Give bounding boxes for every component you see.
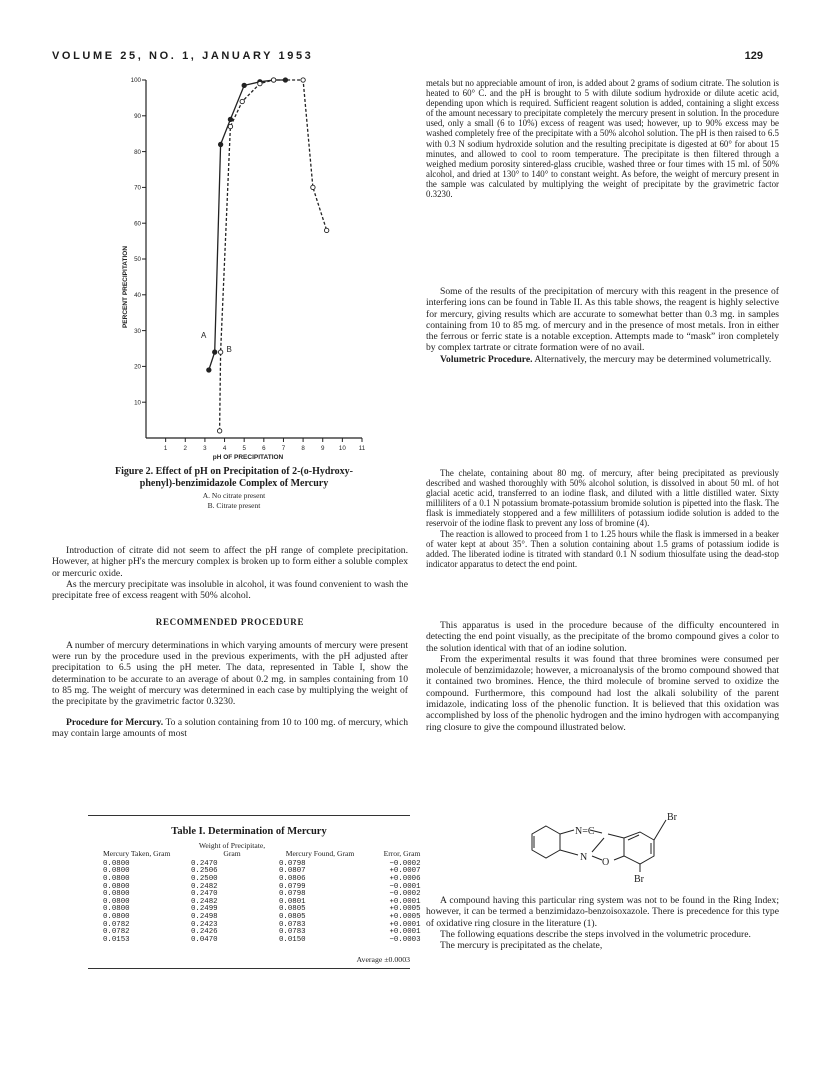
x-tick-label: 5 [242,445,246,452]
table-cell: 0.0800 [103,905,130,914]
table-cell: 0.0800 [103,890,130,899]
paragraph: The reaction is allowed to proceed from 1 to 1.25 hours while the flask is immersed in a beaker of water kept at about 35°. Then a solution containing about 1.5 grams of potassium iodide is added. The liberated iodine is titrated with standard 0.1 N sodium thiosulfate using the dead-stop indicator apparatus to detect the end point. [426,528,779,569]
column-header: Error, Gram [383,849,421,859]
paragraph: The chelate, containing about 80 mg. of mercury, after being precipitated as previously described and washed thoroughly with 50% alcohol solution, is dissolved in about 50 ml. of hot glacial acetic acid, transferred to an iodine flask, and diluted with a little distilled water. Sixty milliliters of a 0.1 N potassium bromate-potassium bromide solution is pipetted into the flask. The flask is immediately stoppered and a few milliliters of potassium iodide solution is added to the reservoir of the iodine flask to prevent any loss of bromine (4). [426,468,779,529]
data-point-b [228,124,232,128]
paragraph: Some of the results of the precipitation of mercury with this reagent in the presence of interfering ions can be found in Table II. As this table shows, the reagent is highly selective for mercury, giving results which are accurate to somewhat better than 0.3 mg. in samples containing from 10 to 85 mg. of mercury and in the presence of most metals. Iron in either the ferrous or ferric state is a notable exception. Attempts made to “mask” iron completely by complex tartrate or citrate formation were of no avail. [426,286,779,354]
table-cell: 0.2482 [191,882,218,891]
table-cell: 0.0800 [103,875,130,883]
table-cell: −0.0003 [389,935,421,944]
paragraph-text: To a solution containing from 10 to 100 mg. of mercury, which may contain large amounts of most [52,716,408,739]
data-point-b [217,429,221,433]
data-point-b [301,78,305,82]
right-column-block-2 [426,286,779,365]
section-heading: RECOMMENDED PROCEDURE [155,617,305,628]
table-cell: 0.2470 [191,859,218,868]
table-cell: 0.0801 [279,897,306,906]
x-axis-label: pH OF PRECIPITATION [212,454,284,461]
y-tick-label: 70 [134,184,141,192]
paragraph [52,717,408,740]
data-point-a [213,350,217,354]
table-cell: +0.0006 [389,875,421,883]
structure-label-n: N [580,852,588,863]
data-point-a [207,368,211,372]
data-point-b [240,99,244,103]
table-body [103,861,443,945]
table-cell: 0.2423 [191,920,218,929]
table-cell: 0.0799 [279,882,306,891]
data-point-b [258,81,262,85]
x-tick-label: 8 [301,445,305,452]
right-column-block-3 [426,468,779,569]
table-cell: 0.2470 [191,890,218,899]
table-average: Average ±0.0003 [356,955,410,964]
paragraph: From the experimental results it was found that three bromines were consumed per molecule of benzimidazole; however, a microanalysis of the bromo compound showed that it contained two bromines. Hence, the third molecule of bromine served to oxidize the compound. Furthermore, this compound had lost the alkali solubility of the parent imidazole, indicating loss of the phenolic function. It is believed that this oxidation was accomplished by loss of the phenolic hydrogen and the imino hydrogen with accompanying ring closure to give the compound illustrated below. [426,653,779,733]
figure-2-chart [108,72,378,464]
table-cell: 0.0806 [279,875,306,883]
x-tick-label: 2 [183,445,187,452]
paragraph: A compound having this particular ring system was not to be found in the Ring Index; however, it can be termed a benzimidazo-benzoisoxazole. There is precedence for this type of oxidative ring closure in the literature (1). [426,895,779,929]
structure-label-o: O [602,857,610,868]
y-axis-label: PERCENT PRECIPITATION [122,245,129,329]
right-column-block-4 [426,620,779,733]
table-cell: 0.2500 [191,875,218,883]
x-tick-label: 4 [222,445,227,452]
table-cell: 0.0798 [279,890,306,899]
legend-entry-a: A. No citrate present [202,491,266,500]
data-point-b [218,350,222,354]
figure-caption-line2: phenyl)-benzimidazole Complex of Mercury [139,477,329,489]
x-tick-label: 7 [281,445,286,452]
table-cell: 0.2498 [191,912,218,921]
table-cell: 0.0805 [279,905,306,914]
left-column [52,545,408,739]
y-tick-label: 10 [134,399,141,407]
running-head: VOLUME 25, NO. 1, JANUARY 1953 [52,50,314,62]
y-tick-label: 30 [134,327,141,335]
table-1 [103,842,443,944]
series-annotation: B [226,345,232,355]
table-cell: 0.0782 [103,928,130,937]
y-tick-label: 60 [134,220,141,228]
series-line-b [220,80,327,431]
paragraph: As the mercury precipitate was insoluble in alcohol, it was found convenient to wash the precipitate free of excess reagent with 50% alcohol. [52,578,408,602]
structure-label-n-eq-c: N=C [575,826,595,837]
run-in-heading: Volumetric Procedure. [440,353,533,365]
data-point-a [242,83,246,87]
paragraph: Introduction of citrate did not seem to affect the pH range of complete precipitation. However, at higher pH's the mercury complex is broken up to form either a soluble complex or mercuric oxide. [52,545,408,579]
figure-caption-line1: Figure 2. Effect of pH on Precipitation of 2-(o-Hydroxy- [114,466,354,477]
table-cell: 0.0805 [279,912,306,921]
y-tick-label: 90 [134,113,141,120]
table-cell: −0.0002 [389,859,421,868]
table-cell: 0.0783 [279,920,306,929]
data-point-a [228,117,232,121]
paragraph: metals but no appreciable amount of iron, is added about 2 grams of sodium citrate. The solution is heated to 60° C. and the pH is brought to 5 with dilute sodium hydroxide or dilute acetic acid, depending upon which is required. Sufficient reagent solution is added, containing a slight excess of the amount necessary to precipitate completely the mercury present in solution. In the procedure used, only a small (6 to 10%) excess of reagent was used; however, up to 90% excess may be washed completely free of the precipitate with a 50% alcohol solution. The pH is then raised to 6.5 with 0.3 N sodium hydroxide solution and the resulting precipitate is digested at 60° for about 15 minutes, and allowed to cool to room temperature. The precipitate is then filtered through a weighed medium porosity sintered-glass crucible, washed three or four times with 15 ml. of 50% alcohol, and dried at 130° to 140° to constant weight. As before, the weight of mercury present in the sample was calculated by multiplying the weight of precipitate by the gravimetric factor 0.3230. [426,78,779,200]
figure-caption [52,466,416,489]
run-in-heading: Procedure for Mercury. [66,716,164,728]
structure-label-br-top: Br [667,812,677,823]
table-cell: 0.2499 [191,905,218,914]
data-point-b [271,78,275,82]
column-header: Mercury Taken, Gram [103,849,171,859]
table-cell: +0.0005 [389,912,421,921]
table-cell: 0.0150 [279,935,306,944]
table-cell: +0.0005 [389,905,421,914]
paragraph-text: Alternatively, the mercury may be determined volumetrically. [532,353,772,365]
series-line-a [209,80,286,370]
column-header: Weight of Precipitate, Gram [198,841,266,859]
table-cell: 0.0798 [279,859,306,868]
table-top-rule [88,815,410,816]
structure-label-br-bottom: Br [634,874,644,885]
paragraph: This apparatus is used in the procedure because of the difficulty encountered in detecting the end point visually, as the precipitate of the bromo compound gives a color to the solution identical with that of an iodine solution. [426,620,779,654]
x-tick-label: 11 [358,445,366,452]
table-cell: 0.0800 [103,897,130,906]
table-cell: 0.0800 [103,912,130,921]
data-point-a [218,142,222,146]
x-tick-label: 3 [203,445,207,452]
table-cell: +0.0001 [389,920,421,929]
table-cell: 0.0153 [103,935,130,944]
table-cell: −0.0001 [389,882,421,891]
table-cell: 0.2506 [191,867,218,876]
paragraph: The mercury is precipitated as the chelate, [440,940,603,952]
table-cell: 0.2426 [191,928,218,937]
y-tick-label: 50 [134,256,141,264]
right-column-block-1 [426,78,779,199]
table-cell: 0.0783 [279,928,306,937]
y-tick-label: 80 [134,148,141,156]
table-cell: +0.0007 [389,867,421,876]
figure-legend [52,491,416,510]
table-cell: 0.0800 [103,867,130,876]
table-row [103,937,443,945]
y-tick-label: 20 [134,363,141,371]
y-tick-label: 40 [134,292,141,299]
table-cell: 0.0782 [103,920,130,929]
table-cell: 0.0807 [279,867,306,876]
series-annotation: A [200,330,207,340]
x-tick-label: 10 [338,445,346,452]
table-cell: −0.0002 [389,890,421,899]
chart-marks [201,78,329,433]
y-tick-label: 100 [130,77,141,85]
x-tick-label: 6 [262,445,266,452]
table-cell: 0.0800 [103,882,130,891]
paragraph [426,354,779,365]
column-header: Mercury Found, Gram [285,849,355,859]
data-point-b [324,228,328,232]
data-point-b [311,185,315,189]
paragraph: The following equations describe the steps involved in the volumetric procedure. [440,928,751,940]
page-number: 129 [744,50,763,62]
x-tick-label: 1 [163,445,168,452]
chart-axes [131,77,366,452]
table-cell: +0.0001 [389,928,421,937]
paragraph: A number of mercury determinations in which varying amounts of mercury were present were run by the procedure used in the previous experiments, with the pH adjusted after precipitation to 6.5 using the pH meter. The data, represented in Table I, show the determination to be accurate to an average of about 0.2 mg. in samples containing from 10 to 85 mg. The weight of mercury was determined in each case by multiplying the weight of the precipitate by the gravimetric factor 0.3230. [52,639,408,708]
table-cell: 0.0470 [191,935,218,944]
table-title: Table I. Determination of Mercury [171,826,327,837]
right-column-block-5 [426,895,779,951]
legend-entry-b: B. Citrate present [207,500,261,510]
table-cell: 0.2482 [191,897,218,906]
table-cell: 0.0800 [103,859,130,868]
chemical-structure [518,808,688,890]
table-bottom-rule [88,968,410,969]
table-cell: +0.0001 [389,897,421,906]
x-tick-label: 9 [321,445,325,452]
